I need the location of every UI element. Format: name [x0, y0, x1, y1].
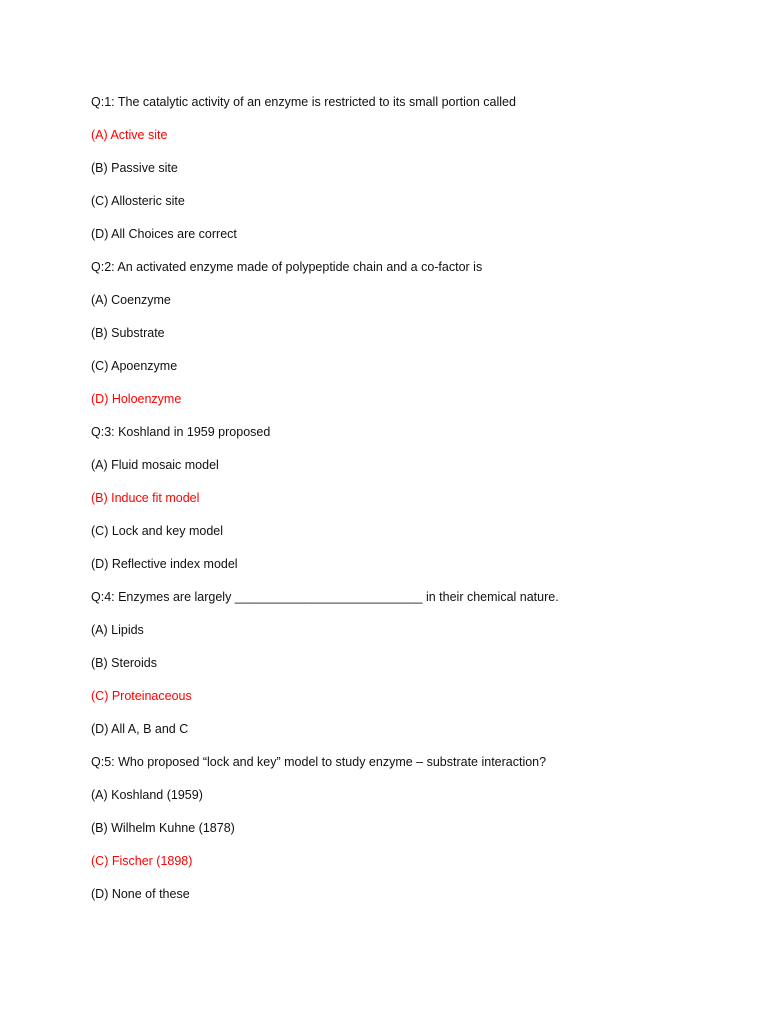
question-text: Q:4: Enzymes are largely ___________________________ in their chemical nature. [91, 590, 559, 604]
correct-answer-option: (C) Fischer (1898) [91, 854, 193, 868]
answer-option: (C) Allosteric site [91, 194, 185, 208]
document-body [91, 94, 731, 919]
answer-option: (D) All Choices are correct [91, 227, 237, 241]
answer-option: (B) Steroids [91, 656, 157, 670]
answer-option: (C) Apoenzyme [91, 359, 178, 373]
correct-answer-option: (B) Induce fit model [91, 491, 200, 505]
correct-answer-option: (C) Proteinaceous [91, 689, 192, 703]
question-text: Q:2: An activated enzyme made of polypeptide chain and a co-factor is [91, 260, 483, 274]
answer-option: (B) Passive site [91, 161, 178, 175]
answer-option: (A) Lipids [91, 623, 144, 637]
correct-answer-option: (A) Active site [91, 128, 168, 142]
answer-option: (D) Reflective index model [91, 557, 238, 571]
answer-option: (B) Substrate [91, 326, 165, 340]
answer-option: (D) None of these [91, 887, 190, 901]
answer-option: (A) Fluid mosaic model [91, 458, 219, 472]
question-text: Q:3: Koshland in 1959 proposed [91, 425, 271, 439]
question-text: Q:5: Who proposed “lock and key” model to study enzyme – substrate interaction? [91, 755, 547, 769]
answer-option: (D) All A, B and C [91, 722, 189, 736]
answer-option: (B) Wilhelm Kuhne (1878) [91, 821, 235, 835]
answer-option: (A) Koshland (1959) [91, 788, 203, 802]
question-text: Q:1: The catalytic activity of an enzyme is restricted to its small portion called [91, 95, 516, 109]
correct-answer-option: (D) Holoenzyme [91, 392, 182, 406]
answer-option: (C) Lock and key model [91, 524, 224, 538]
answer-option: (A) Coenzyme [91, 293, 171, 307]
